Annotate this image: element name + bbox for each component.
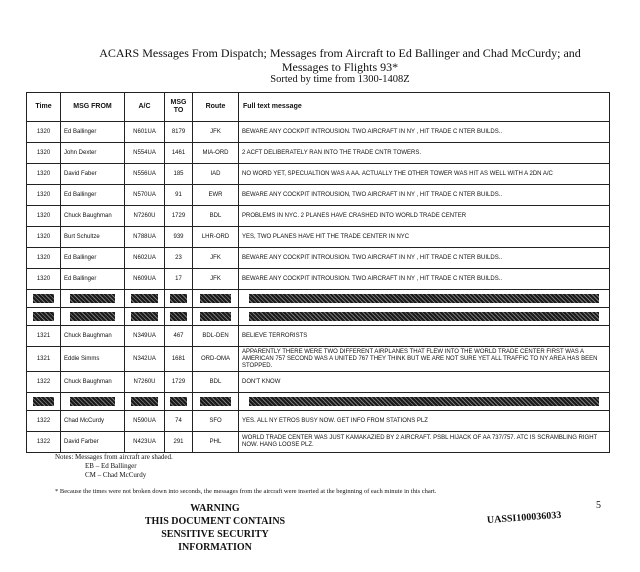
notes-line: EB – Ed Ballinger	[85, 462, 137, 470]
cell-time: 1320	[27, 164, 61, 185]
redaction-block	[33, 397, 55, 406]
cell-route: BDL	[193, 372, 239, 393]
cell-message: PROBLEMS IN NYC. 2 PLANES HAVE CRASHED INTO WORLD TRADE CENTER	[239, 206, 610, 227]
table-row	[27, 248, 610, 269]
table-row	[27, 372, 610, 393]
notes-line: Notes: Messages from aircraft are shaded.	[55, 453, 173, 461]
cell-route	[193, 290, 239, 308]
col-header-time: Time	[27, 93, 61, 122]
cell-message	[239, 393, 610, 411]
cell-message: BEWARE ANY COCKPIT INTROUSION. TWO AIRCRAFT IN NY , HIT TRADE C NTER BUILDS..	[239, 248, 610, 269]
cell-msg-to: 23	[165, 248, 193, 269]
cell-msg-to	[165, 393, 193, 411]
cell-time: 1320	[27, 206, 61, 227]
cell-time: 1322	[27, 372, 61, 393]
cell-ac: N342UA	[125, 347, 165, 372]
cell-msg-to: 1461	[165, 143, 193, 164]
cell-route: BDL	[193, 206, 239, 227]
cell-route: EWR	[193, 185, 239, 206]
cell-ac: N554UA	[125, 143, 165, 164]
cell-time: 1320	[27, 248, 61, 269]
col-header-route: Route	[193, 93, 239, 122]
cell-message	[239, 290, 610, 308]
cell-msg-to: 1681	[165, 347, 193, 372]
table-row	[27, 122, 610, 143]
cell-ac: N601UA	[125, 122, 165, 143]
cell-ac	[125, 393, 165, 411]
redaction-block	[33, 294, 55, 303]
notes-line: CM – Chad McCurdy	[85, 471, 147, 479]
cell-msg-to: 1729	[165, 372, 193, 393]
redaction-block	[70, 397, 116, 406]
cell-msg-to: 939	[165, 227, 193, 248]
cell-ac: N788UA	[125, 227, 165, 248]
table-row-redacted	[27, 393, 610, 411]
cell-route: MIA-ORD	[193, 143, 239, 164]
cell-route: IAD	[193, 164, 239, 185]
warning-line: THIS DOCUMENT CONTAINS	[144, 516, 286, 527]
cell-message: WORLD TRADE CENTER WAS JUST KAMAKAZIED BY 2 AIRCRAFT. PSBL HIJACK OF AA 737/757. ATC IS SCRAMBLING RIGHT NOW. HANG LOOSE PLZ.	[239, 432, 610, 453]
table-header-row	[27, 93, 610, 122]
redaction-block	[170, 312, 187, 321]
table-body	[27, 122, 610, 453]
cell-time	[27, 308, 61, 326]
table-row	[27, 347, 610, 372]
cell-msg-from: Ed Ballinger	[61, 269, 125, 290]
cell-time: 1320	[27, 185, 61, 206]
cell-ac: N7260U	[125, 206, 165, 227]
warning-block	[130, 502, 300, 554]
cell-msg-from: Ed Ballinger	[61, 185, 125, 206]
cell-msg-from: David Faber	[61, 164, 125, 185]
cell-ac	[125, 290, 165, 308]
cell-message: APPARENTLY THERE WERE TWO DIFFERENT AIRPLANES THAT FLEW INTO THE WORLD TRADE CENTER FIRST WAS A AMERICAN 757 SECOND WAS A UNITED 767 THEY THINK BUT WE ARE NOT SURE YET ALL TRAFFIC TO NY AREA HAS BEEN STOPPED.	[239, 347, 610, 372]
cell-message: YES, TWO PLANES HAVE HIT THE TRADE CENTER IN NYC	[239, 227, 610, 248]
cell-message: 2 ACFT DELIBERATELY RAN INTO THE TRADE CNTR TOWERS.	[239, 143, 610, 164]
cell-msg-to	[165, 308, 193, 326]
cell-message: BELIEVE TERRORISTS	[239, 326, 610, 347]
cell-time: 1321	[27, 326, 61, 347]
cell-msg-to: 74	[165, 411, 193, 432]
cell-message: NO WORD YET, SPECUALTION WAS A AA. ACTUALLY THE OTHER TOWER WAS HIT AS WELL WITH A 2DN A/C	[239, 164, 610, 185]
redaction-block	[131, 312, 157, 321]
redaction-block	[200, 312, 231, 321]
cell-msg-from: Chuck Baughman	[61, 372, 125, 393]
cell-ac: N349UA	[125, 326, 165, 347]
cell-ac: N609UA	[125, 269, 165, 290]
cell-msg-to: 8179	[165, 122, 193, 143]
table-row	[27, 269, 610, 290]
document-id-stamp: UASSI100036033	[486, 509, 562, 526]
cell-time: 1320	[27, 227, 61, 248]
cell-msg-to: 291	[165, 432, 193, 453]
cell-msg-from: Burt Schultze	[61, 227, 125, 248]
cell-route	[193, 393, 239, 411]
cell-msg-to: 91	[165, 185, 193, 206]
cell-msg-from: Ed Ballinger	[61, 248, 125, 269]
col-header-full-text: Full text message	[239, 93, 610, 122]
redaction-block	[249, 397, 598, 406]
col-header-ac: A/C	[125, 93, 165, 122]
cell-msg-from	[61, 290, 125, 308]
table-row	[27, 227, 610, 248]
cell-route: JFK	[193, 269, 239, 290]
warning-line: INFORMATION	[178, 542, 252, 553]
col-header-msg-from: MSG FROM	[61, 93, 125, 122]
cell-route: ORD-OMA	[193, 347, 239, 372]
redaction-block	[70, 294, 116, 303]
cell-ac: N423UA	[125, 432, 165, 453]
cell-time: 1322	[27, 432, 61, 453]
cell-ac: N602UA	[125, 248, 165, 269]
cell-time: 1320	[27, 143, 61, 164]
document-title: ACARS Messages From Dispatch; Messages from Aircraft to Ed Ballinger and Chad McCurdy; and Messages to Flights 93*	[99, 46, 581, 74]
cell-time: 1321	[27, 347, 61, 372]
cell-msg-from: Chuck Baughman	[61, 206, 125, 227]
cell-route: JFK	[193, 122, 239, 143]
acars-message-table	[26, 92, 610, 453]
table-row	[27, 411, 610, 432]
cell-msg-from: Chuck Baughman	[61, 326, 125, 347]
cell-message: BEWARE ANY COCKPIT INTROUSION, TWO AIRCRAFT IN NY , HIT TRADE C NTER BUILDS..	[239, 185, 610, 206]
warning-line: SENSITIVE SECURITY	[161, 529, 269, 540]
cell-msg-to: 1729	[165, 206, 193, 227]
cell-msg-from: Chad McCurdy	[61, 411, 125, 432]
cell-ac: N7260U	[125, 372, 165, 393]
redaction-block	[170, 294, 187, 303]
cell-ac: N590UA	[125, 411, 165, 432]
cell-msg-to: 467	[165, 326, 193, 347]
cell-route: PHL	[193, 432, 239, 453]
table-row-redacted	[27, 308, 610, 326]
cell-message: YES. ALL NY ETROS BUSY NOW. GET INFO FROM STATIONS PLZ	[239, 411, 610, 432]
cell-msg-from: John Dexter	[61, 143, 125, 164]
warning-line: WARNING	[190, 503, 240, 514]
cell-message	[239, 308, 610, 326]
redaction-block	[131, 397, 157, 406]
cell-time	[27, 393, 61, 411]
redaction-block	[131, 294, 157, 303]
cell-msg-from: David Farber	[61, 432, 125, 453]
table-row	[27, 326, 610, 347]
notes	[55, 453, 173, 480]
cell-time: 1320	[27, 269, 61, 290]
table-row	[27, 143, 610, 164]
redaction-block	[200, 397, 231, 406]
col-header-msg-to: MSG TO	[165, 93, 193, 122]
footnote: * Because the times were not broken down into seconds, the messages from the aircraft were inserted at the beginning of each minute in this chart.	[55, 488, 437, 495]
cell-msg-from: Eddie Simms	[61, 347, 125, 372]
document-subtitle: Sorted by time from 1300-1408Z	[270, 74, 410, 85]
cell-route	[193, 308, 239, 326]
redaction-block	[70, 312, 116, 321]
table-row	[27, 206, 610, 227]
redaction-block	[170, 397, 187, 406]
cell-msg-from: Ed Ballinger	[61, 122, 125, 143]
cell-message: BEWARE ANY COCKPIT INTROUSION. TWO AIRCRAFT IN NY , HIT TRADE C NTER BUILDS..	[239, 269, 610, 290]
cell-route: JFK	[193, 248, 239, 269]
cell-msg-to: 17	[165, 269, 193, 290]
redaction-block	[200, 294, 231, 303]
cell-message: DON'T KNOW	[239, 372, 610, 393]
cell-ac	[125, 308, 165, 326]
cell-route: LHR-ORD	[193, 227, 239, 248]
cell-msg-to	[165, 290, 193, 308]
redaction-block	[249, 312, 598, 321]
redaction-block	[33, 312, 55, 321]
cell-msg-to: 185	[165, 164, 193, 185]
cell-msg-from	[61, 393, 125, 411]
cell-msg-from	[61, 308, 125, 326]
table-row	[27, 432, 610, 453]
page-number: 5	[596, 500, 601, 511]
cell-time: 1320	[27, 122, 61, 143]
cell-time	[27, 290, 61, 308]
cell-time: 1322	[27, 411, 61, 432]
cell-message: BEWARE ANY COCKPIT INTROUSION. TWO AIRCRAFT IN NY , HIT TRADE C NTER BUILDS..	[239, 122, 610, 143]
cell-ac: N556UA	[125, 164, 165, 185]
table-row	[27, 185, 610, 206]
cell-route: BDL-DEN	[193, 326, 239, 347]
table-row	[27, 164, 610, 185]
cell-ac: N570UA	[125, 185, 165, 206]
cell-route: SFO	[193, 411, 239, 432]
redaction-block	[249, 294, 598, 303]
table-row-redacted	[27, 290, 610, 308]
